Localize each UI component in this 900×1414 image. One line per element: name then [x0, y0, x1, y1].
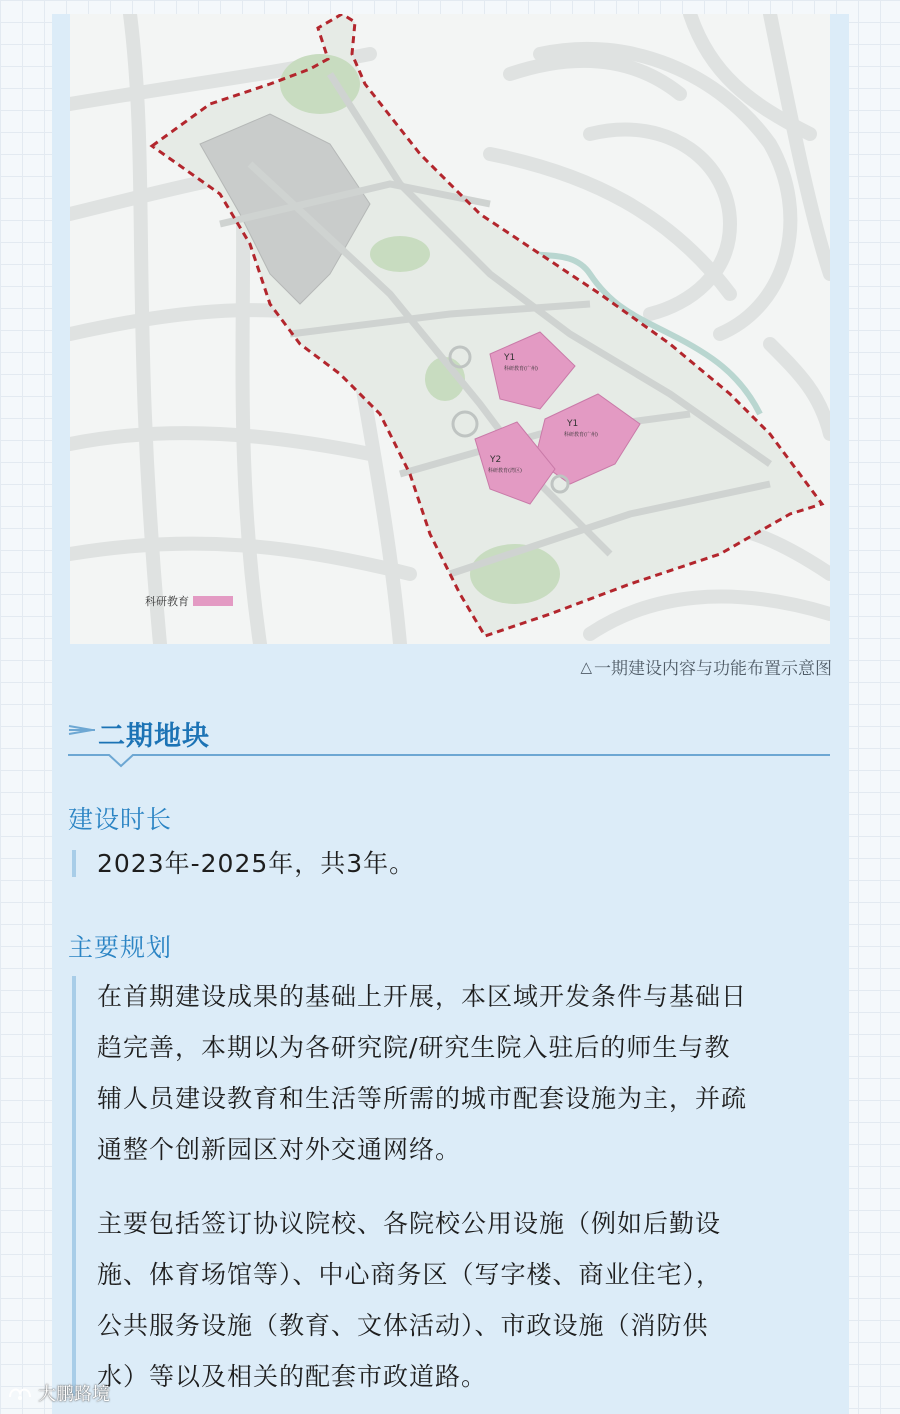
paragraph-line: 施、体育场馆等）、中心商务区（写字楼、商业住宅），	[97, 1260, 723, 1289]
parcel-sub-label: 科研教育(广州)	[504, 366, 538, 372]
duration-quote-bar	[72, 850, 76, 877]
site-plan-map	[70, 14, 830, 644]
caption-text: 一期建设内容与功能布置示意图	[594, 659, 832, 679]
paragraph-line: 通整个创新园区对外交通网络。	[97, 1135, 462, 1164]
parcel-sub-label: 科研教育(广州)	[564, 432, 598, 438]
watermark-text: 大鹏路境	[38, 1384, 110, 1405]
section-header	[68, 712, 830, 770]
paragraph-line: 辅人员建设教育和生活等所需的城市配套设施为主，并疏	[97, 1084, 748, 1113]
planning-text	[97, 971, 832, 1402]
paragraph-line: 水）等以及相关的配套市政道路。	[97, 1362, 488, 1391]
paragraph-line: 趋完善，本期以为各研究院/研究生院入驻后的师生与教	[97, 1033, 731, 1062]
parcel-sub-label: 科研教育(湾区)	[488, 468, 522, 474]
duration-value: 2023年-2025年，共3年。	[97, 849, 416, 878]
planning-heading: 主要规划	[68, 933, 173, 962]
watermark	[6, 1380, 110, 1406]
paragraph-line: 主要包括签订协议院校、各院校公用设施（例如后勤设	[97, 1209, 722, 1238]
duration-text	[97, 838, 832, 889]
legend-swatch	[193, 596, 233, 606]
section-divider	[68, 754, 830, 756]
legend-label: 科研教育	[145, 595, 189, 608]
paragraph-line: 在首期建设成果的基础上开展，本区域开发条件与基础日	[97, 982, 748, 1011]
section-title: 二期地块	[98, 721, 210, 752]
paragraph-line: 公共服务设施（教育、文体活动）、市政设施（消防供	[97, 1311, 709, 1340]
map-caption	[580, 654, 832, 679]
parcel-id-label: Y1	[504, 353, 516, 363]
divider-notch-icon	[108, 754, 134, 768]
map-legend	[145, 593, 233, 609]
triangle-icon: △	[580, 657, 592, 676]
duration-heading: 建设时长	[68, 805, 173, 834]
planning-quote-bar	[72, 976, 76, 1396]
site-plan-graphic	[70, 14, 830, 644]
parcel-id-label: Y2	[490, 455, 502, 465]
watermark-logo-icon	[6, 1383, 34, 1403]
parcel-id-label: Y1	[567, 419, 579, 429]
paper-plane-icon	[68, 722, 96, 738]
